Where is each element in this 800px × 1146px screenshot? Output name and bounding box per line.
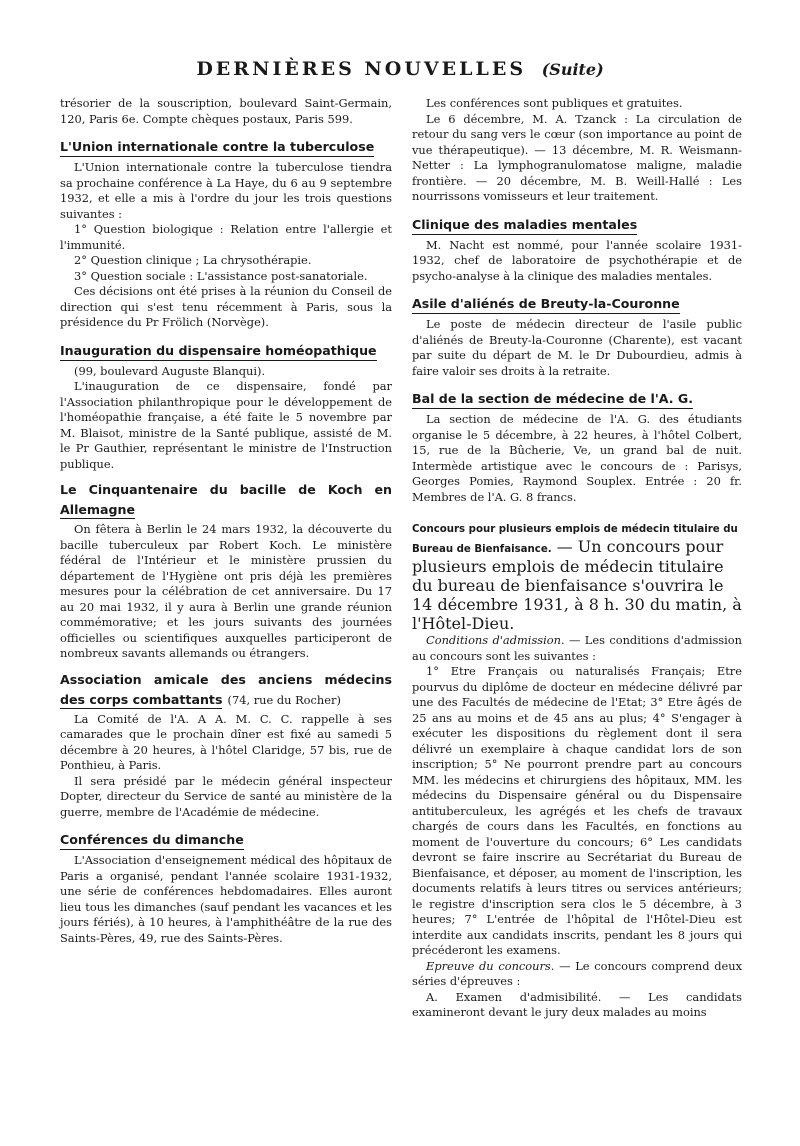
epreuve-label: Epreuve du concours.	[426, 958, 555, 973]
list-item: 2° Question clinique ; La chrysothérapie.	[74, 253, 312, 267]
page-title-text: DERNIÈRES NOUVELLES	[196, 58, 527, 80]
concours-title: Concours pour plusieurs emplois de médecin titulaire du Bureau de Bienfaisance.	[412, 524, 738, 555]
section-dispensaire	[60, 340, 392, 361]
paragraph	[412, 959, 742, 990]
section-koch	[60, 481, 392, 519]
paragraph: (99, boulevard Auguste Blanqui).	[74, 363, 266, 378]
section-title: Clinique des maladies mentales	[412, 216, 637, 235]
section-association	[60, 671, 392, 709]
concours-lead: — Un concours pour plusieurs emplois de médecin titulaire du bureau de bienfaisance s'ouvrira le 14 décembre 1931, à 8 h. 30 du matin, à l'Hôtel-Dieu.	[412, 537, 742, 633]
section-title-tail: (74, rue du Rocher)	[227, 692, 341, 707]
section-title-line1: Association amicale des anciens médecins	[60, 671, 392, 687]
epreuve-text: — Le concours comprend deux séries d'épreuves :	[412, 958, 742, 988]
intro-paragraph: trésorier de la souscription, boulevard Saint-Germain, 120, Paris 6e. Compte chèques postaux, Paris 599.	[60, 96, 392, 126]
section-title-line1: Le Cinquantenaire du bacille de Koch en	[60, 482, 392, 497]
paragraph	[412, 633, 742, 664]
section-title-line2: des corps combattants	[60, 691, 223, 707]
left-column	[60, 96, 392, 946]
section-title-line2: Allemagne	[60, 502, 136, 517]
paragraph: A. Examen d'admisibilité. — Les candidats examineront devant le jury deux malades au moins	[412, 989, 742, 1019]
section-title: Asile d'aliénés de Breuty-la-Couronne	[412, 295, 680, 314]
conditions-text: — Les conditions d'admission au concours sont les suivantes :	[412, 633, 742, 663]
paragraph: L'Union internationale contre la tuberculose tiendra sa prochaine conférence à La Haye, du 6 au 9 septembre 1932, et elle a mis à l'ordre du jour les trois questions suivantes :	[60, 160, 392, 221]
list-item: 3° Question sociale : L'assistance post-sanatoriale.	[74, 268, 368, 283]
paragraph: Les conférences sont publiques et gratuites.	[426, 96, 683, 110]
paragraph: Ces décisions ont été prises à la réunion du Conseil de direction qui s'est tenu récemment à Paris, sous la présidence du Pr Frölich (Norvège).	[60, 284, 392, 329]
section-bal	[412, 388, 742, 409]
section-concours	[412, 517, 742, 1021]
paragraph: 1° Etre Français ou naturalisés Français; Etre pourvus du diplôme de docteur en médecine délivré par une des Facultés de médecine de l'Etat; 3° Etre âgés de 25 ans au moins et de 45 ans au plus; 4° S'engager à exécuter les dispositions du règlement dont il sera délivré un exemplaire à chaque candidat lors de son inscription; 5° Ne pourront prendre part au concours MM. les médecins et chirurgiens des hôpitaux, MM. les médecins du Dispensaire général ou du Dispensaire antituberculeux, les agrégés et les chefs de travaux chargés de cours dans les Facultés, en fonctions au moment de l'ouverture du concours; 6° Les candidats devront se faire inscrire au Secrétariat du Bureau de Bienfaisance, et déposer, au moment de l'inscription, les documents relatifs à leurs titres ou services antérieurs; le registre d'inscription sera clos le 5 décembre, à 3 heures; 7° L'entrée de l'hôpital de l'Hôtel-Dieu est interdite aux candidats inscrits, pendant les 8 jours qui précéderont les examens.	[412, 664, 742, 957]
paragraph: M. Nacht est nommé, pour l'année scolaire 1931-1932, chef de laboratoire de psychothérapie et de psycho-analyse à la clinique des maladies mentales.	[412, 237, 742, 283]
conditions-label: Conditions d'admission.	[426, 633, 565, 647]
paragraph: Le 6 décembre, M. A. Tzanck : La circulation de retour du sang vers le cœur (son importance au point de vue thérapeutique). — 13 décembre, M. R. Weismann-Netter : La lymphogranulomatose maligne, maladie frontière. — 20 décembre, M. B. Weill-Hallé : Les nourrissons vomisseurs et leur traitement.	[412, 111, 742, 203]
paragraph: L'Association d'enseignement médical des hôpitaux de Paris a organisé, pendant l'année scolaire 1931-1932, une série de conférences hebdomadaires. Elles auront lieu tous les dimanches (sauf pendant les vacances et les jours fériés), à 10 heures, à l'amphithéâtre de la rue des Saints-Pères, 49, rue des Saints-Pères.	[60, 853, 392, 945]
list-item: 1° Question biologique : Relation entre l'allergie et l'immunité.	[60, 222, 392, 252]
section-title: Inauguration du dispensaire homéopathique	[60, 342, 377, 361]
section-clinique	[412, 214, 742, 235]
paragraph: La Comité de l'A. A A. M. C. C. rappelle à ses camarades que le prochain dîner est fixé au samedi 5 décembre à 20 heures, à l'hôtel Claridge, 57 bis, rue de Ponthieu, à Paris.	[60, 711, 392, 772]
paragraph: L'inauguration de ce dispensaire, fondé par l'Association philanthropique pour le développement de l'homéopathie française, a été faite le 5 novembre par M. Blaisot, ministre de la Santé publique, assisté de M. le Pr Gauthier, représentant le ministre de l'Instruction publique.	[60, 379, 392, 471]
section-title: L'Union internationale contre la tuberculose	[60, 138, 374, 157]
section-title: Conférences du dimanche	[60, 831, 244, 850]
section-union-tuberculose	[60, 136, 392, 157]
paragraph: Il sera présidé par le médecin général inspecteur Dopter, directeur du Service de santé au ministère de la guerre, membre de l'Académie de médecine.	[60, 773, 392, 819]
section-asile	[412, 293, 742, 314]
right-column	[412, 96, 742, 1021]
paragraph: On fêtera à Berlin le 24 mars 1932, la découverte du bacille tuberculeux par Robert Koch. Le ministère fédéral de l'Intérieur et le ministère prussien du département de l'Hygiène ont pris déjà les premières mesures pour la célébration de cet anniversaire. Du 17 au 20 mai 1932, il y aura à Berlin une grande réunion commémorative; et les jours suivants des journées officielles ou scientifiques auxquelles participeront de nombreux savants allemands ou étrangers.	[60, 522, 392, 660]
page-title	[0, 58, 800, 80]
page-title-suite: (Suite)	[541, 60, 604, 79]
paragraph: Le poste de médecin directeur de l'asile public d'aliénés de Breuty-la-Couronne (Charente), est vacant par suite du départ de M. le Dr Dubourdieu, admis à faire valoir ses droits à la retraite.	[412, 317, 742, 378]
section-conferences	[60, 829, 392, 850]
paragraph: La section de médecine de l'A. G. des étudiants organise le 5 décembre, à 22 heures, à l'hôtel Colbert, 15, rue de la Bûcherie, Ve, un grand bal de nuit. Intermède artistique avec le concours de : Parisys, Georges Pomies, Raymond Souplex. Entrée : 20 fr. Membres de l'A. G. 8 francs.	[412, 412, 742, 504]
section-title: Bal de la section de médecine de l'A. G.	[412, 390, 693, 409]
